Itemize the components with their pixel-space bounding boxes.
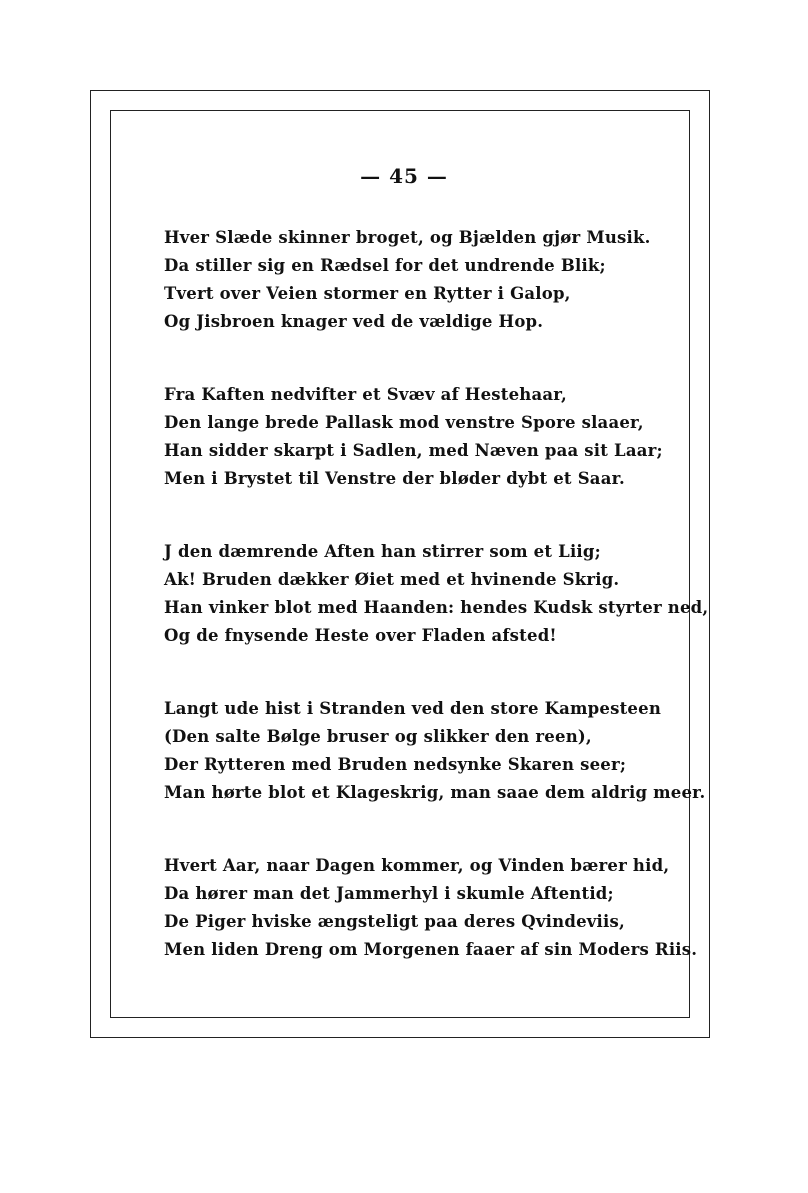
poem-line: Man hørte blot et Klageskrig, man saae dem aldrig meer.	[164, 783, 706, 802]
poem-line: (Den salte Bølge bruser og slikker den reen),	[164, 727, 592, 746]
poem-line: Den lange brede Pallask mod venstre Spore slaaer,	[164, 413, 644, 432]
poem	[164, 224, 709, 1009]
poem-line: Der Rytteren med Bruden nedsynke Skaren seer;	[164, 755, 627, 774]
poem-line: De Piger hviske ængsteligt paa deres Qvindeviis,	[164, 912, 625, 931]
poem-line: Langt ude hist i Stranden ved den store Kampesteen	[164, 699, 662, 718]
stanza-5	[164, 852, 698, 964]
stanza-3	[164, 538, 709, 650]
poem-line: Fra Kaften nedvifter et Svæv af Hestehaar,	[164, 385, 567, 404]
poem-line: Ak! Bruden dækker Øiet med et hvinende Skrig.	[164, 570, 620, 589]
poem-line: Da stiller sig en Rædsel for det undrende Blik;	[164, 256, 606, 275]
poem-line: Men i Brystet til Venstre der bløder dybt et Saar.	[164, 469, 625, 488]
stanza-2	[164, 381, 663, 493]
poem-line: Og de fnysende Heste over Fladen afsted!	[164, 626, 557, 645]
poem-line: Hvert Aar, naar Dagen kommer, og Vinden bærer hid,	[164, 856, 670, 875]
stanza-4	[164, 695, 706, 807]
poem-line: Hver Slæde skinner broget, og Bjælden gjør Musik.	[164, 228, 651, 247]
poem-line: Og Jisbroen knager ved de vældige Hop.	[164, 312, 544, 331]
poem-line: Han sidder skarpt i Sadlen, med Næven paa sit Laar;	[164, 441, 663, 460]
poem-line: Han vinker blot med Haanden: hendes Kudsk styrter ned,	[164, 598, 709, 617]
poem-line: Da hører man det Jammerhyl i skumle Aftentid;	[164, 884, 614, 903]
stanza-1	[164, 224, 651, 336]
poem-line: Men liden Dreng om Morgenen faaer af sin Moders Riis.	[164, 940, 698, 959]
page-number: — 45 —	[360, 164, 448, 188]
poem-line: Tvert over Veien stormer en Rytter i Galop,	[164, 284, 571, 303]
poem-line: J den dæmrende Aften han stirrer som et Liig;	[164, 542, 601, 561]
